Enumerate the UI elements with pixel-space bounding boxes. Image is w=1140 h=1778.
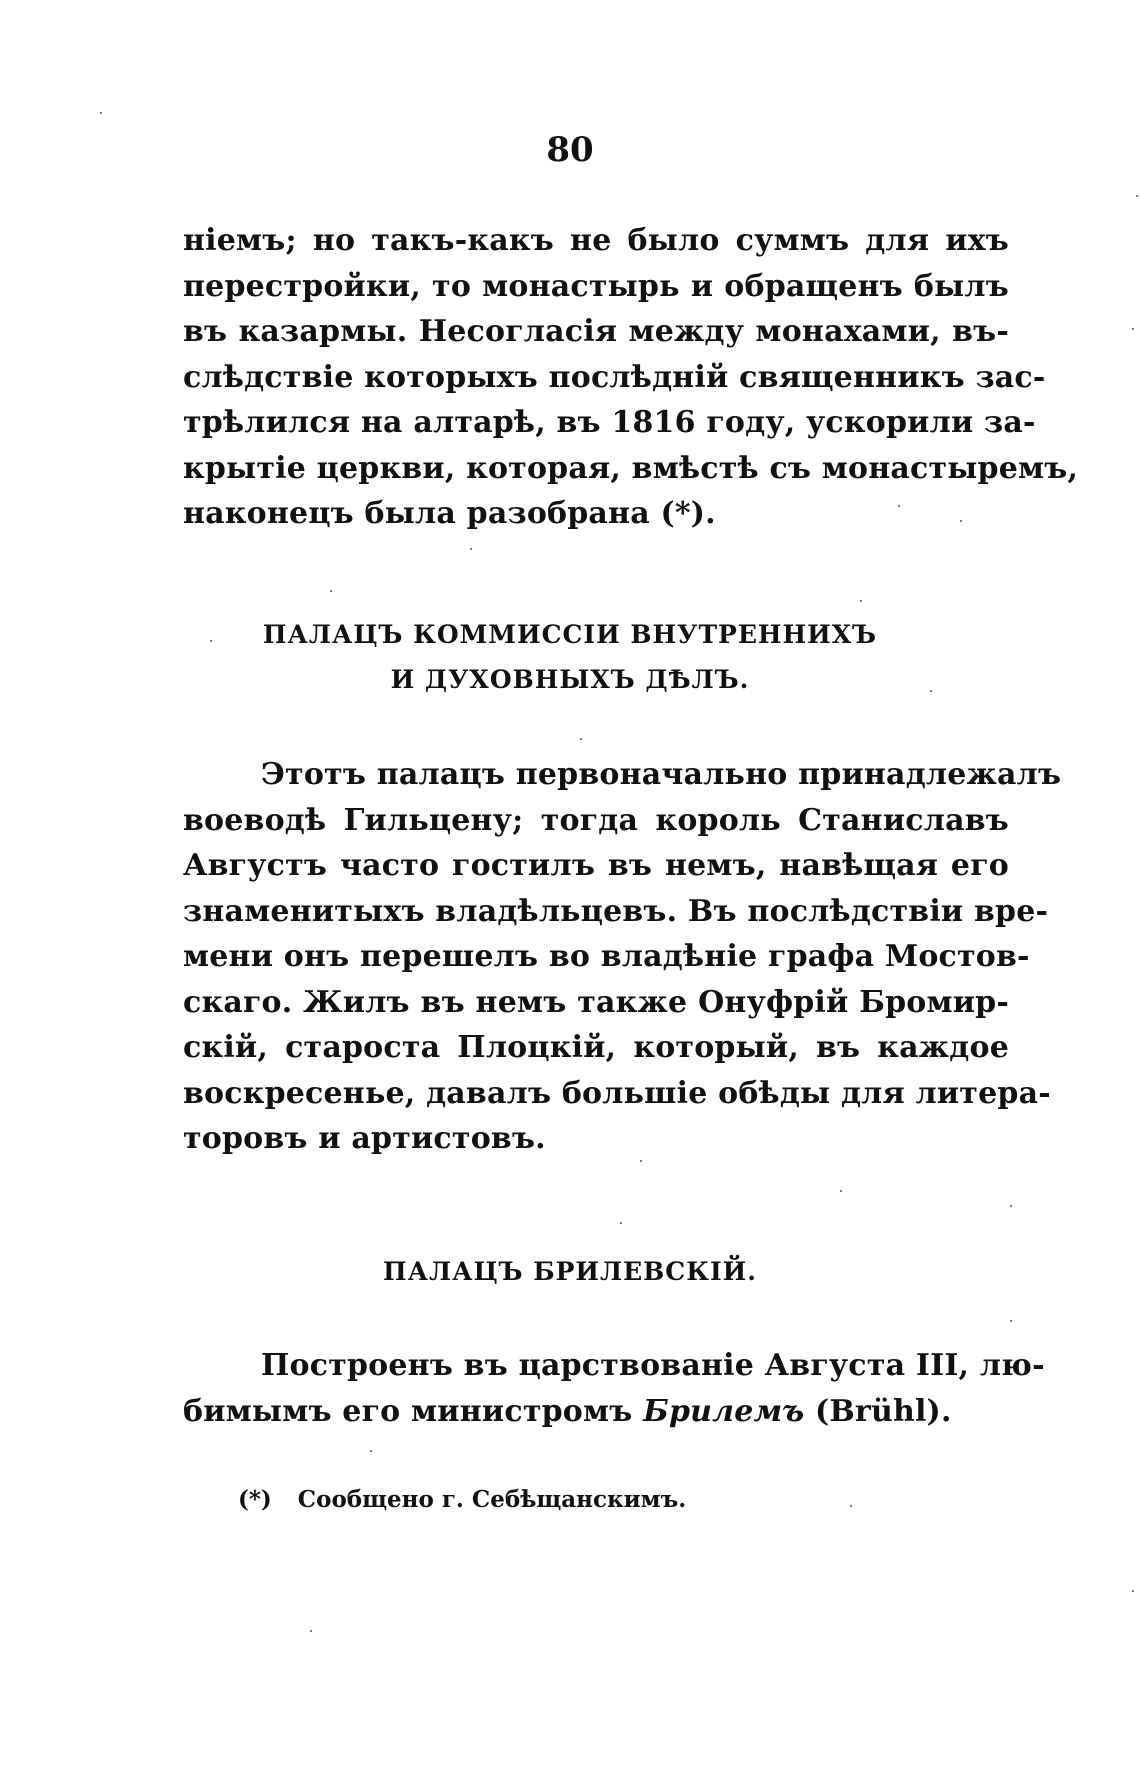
scan-speck: [898, 505, 900, 507]
scan-speck: [860, 600, 862, 602]
footnote: [238, 1486, 686, 1513]
text-line: перестройки, то монастырь и обращенъ былъ: [183, 268, 1009, 304]
scan-speck: [1010, 1205, 1012, 1207]
text-line: мени онъ перешелъ во владѣнiе графа Мостов-: [183, 939, 1030, 974]
scan-speck: [470, 548, 472, 550]
scan-speck: [100, 112, 102, 114]
scan-speck: [210, 640, 212, 642]
text-line: слѣдствiе которыхъ послѣднiй священникъ зас-: [183, 359, 1046, 395]
text-line: торовъ и артистовъ.: [183, 1121, 546, 1156]
text-line: Августъ часто гостилъ въ немъ, навѣщая его: [183, 848, 1009, 883]
text-line: нiемъ; но такъ-какъ не было суммъ для ихъ: [183, 223, 1009, 258]
text-line: Этотъ палацъ первоначально принадлежалъ: [261, 757, 1062, 792]
text-line: скаго. Жилъ въ немъ также Онуфрiй Бромир-: [183, 984, 1009, 1020]
paragraph-palace-bruhl: [183, 1343, 1045, 1434]
text-fragment: бимымъ его министромъ: [183, 1393, 633, 1429]
footnote-mark: (*): [238, 1486, 272, 1513]
scan-speck: [850, 1505, 852, 1507]
section-heading-continued: И ДУХОВНЫХЪ ДѢЛЪ.: [390, 665, 750, 694]
text-line: трѣлился на алтарѣ, въ 1816 году, ускорили за-: [183, 405, 1036, 440]
scan-speck: [370, 1450, 372, 1452]
text-line: въ казармы. Несогласiя между монахами, въ-: [183, 314, 1009, 349]
paragraph-continuation: [183, 218, 1079, 537]
footnote-text: Сообщено г. Себѣщанскимъ.: [297, 1486, 687, 1513]
scan-speck: [580, 738, 582, 740]
scan-speck: [840, 1190, 842, 1192]
scan-speck: [1132, 1590, 1134, 1592]
text-line: [183, 1389, 1009, 1435]
scan-speck: [930, 690, 932, 692]
text-fragment: (Brühl).: [814, 1393, 952, 1429]
scan-speck: [1136, 195, 1138, 197]
text-line: наконецъ была разобрана (*).: [183, 496, 716, 531]
scan-speck: [330, 590, 332, 592]
scan-speck: [310, 1630, 312, 1632]
text-line: крытiе церкви, которая, вмѣстѣ съ монастыремъ,: [183, 450, 1079, 486]
scan-speck: [620, 1222, 622, 1224]
scan-speck: [1010, 1320, 1012, 1322]
section-heading: ПАЛАЦЪ БРИЛЕВСКIЙ.: [383, 1257, 757, 1286]
text-line: воскресенье, давалъ большiе обѣды для литера-: [183, 1075, 1051, 1111]
scan-speck: [640, 1160, 642, 1162]
section-heading: ПАЛАЦЪ КОММИССIИ ВНУТРЕННИХЪ: [262, 620, 878, 649]
text-line: воеводѣ Гильцену; тогда король Станиславъ: [183, 802, 1009, 838]
paragraph-palace-commission: [183, 752, 1062, 1162]
scan-speck: [1132, 328, 1134, 330]
text-line: знаменитыхъ владѣльцевъ. Въ послѣдствiи вре-: [183, 893, 1049, 929]
text-line: Построенъ въ царствованiе Августа III, лю-: [261, 1348, 1045, 1383]
italic-name: Брилемъ: [643, 1393, 805, 1429]
page-number: 80: [546, 130, 594, 170]
scan-speck: [960, 520, 962, 522]
text-line: скiй, староста Плоцкiй, который, въ каждое: [183, 1030, 1009, 1065]
